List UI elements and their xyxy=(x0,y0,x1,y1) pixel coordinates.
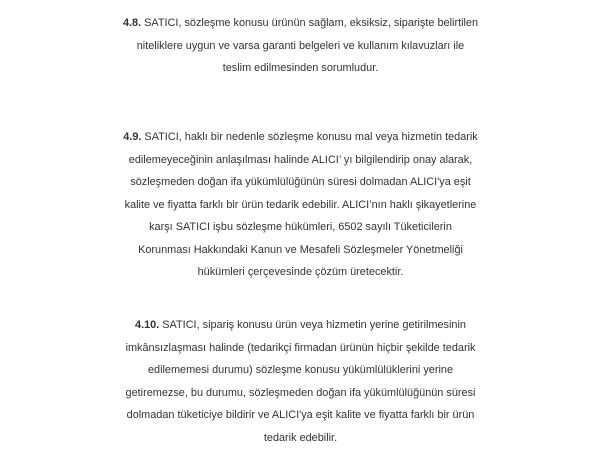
clause-line xyxy=(0,314,601,337)
clause-text: SATICI, haklı bir nedenle sözleşme konusu mal veya hizmetin tedarik xyxy=(141,131,478,143)
clause-text: SATICI, sözleşme konusu ürünün sağlam, eksiksiz, siparişte belirtilen xyxy=(141,17,479,29)
clause-4-10 xyxy=(0,314,601,449)
clause-line: teslim edilmesinden sorumludur. xyxy=(222,62,379,74)
clause-line: tedarik edebilir. xyxy=(263,431,338,444)
clause-line: kalite ve fiyatta farklı bir ürün tedarik edebilir. ALICI’nın haklı şikayetlerine xyxy=(124,198,477,211)
clause-line: dolmadan tüketiciye bildirir ve ALICI'ya eşit kalite ve fiyatta farklı bir ürün xyxy=(126,409,475,421)
clause-text: SATICI, sipariş konusu ürün veya hizmetin yerine getirilmesinin xyxy=(159,319,466,331)
clause-line: imkânsızlaşması halinde (tedarikçi firmadan ürünün hiçbir şekilde tedarik xyxy=(125,341,476,354)
clause-line: getiremezse, bu durumu, sözleşmeden doğan ifa yükümlülüğünün süresi xyxy=(125,386,476,399)
clause-number: 4.8. xyxy=(122,17,142,29)
clause-line: edilememesi durumu) sözleşme konusu yükümlülüklerini yerine xyxy=(147,364,454,376)
clause-line xyxy=(0,12,601,35)
clause-4-8 xyxy=(0,12,601,80)
clause-line: niteliklere uygun ve varsa garanti belgeleri ve kullanım kılavuzları ile xyxy=(136,39,465,52)
clause-line: sözleşmeden doğan ifa yükümlülüğünün süresi dolmadan ALICI'ya eşit xyxy=(130,176,471,188)
clause-line: edilemeyeceğinin anlaşılması halinde ALICI’ yı bilgilendirip onay alarak, xyxy=(128,153,473,166)
clause-line xyxy=(0,126,601,149)
clause-number: 4.9. xyxy=(123,131,142,143)
clause-line: hükümleri çerçevesinde çözüm üretecektir. xyxy=(197,266,404,278)
clause-line: Korunması Hakkındaki Kanun ve Mesafeli Sözleşmeler Yönetmeliği xyxy=(138,243,463,256)
clause-line: karşı SATICI işbu sözleşme hükümleri, 6502 sayılı Tüketicilerin xyxy=(149,221,452,233)
clause-number: 4.10. xyxy=(135,319,160,331)
clause-4-9 xyxy=(0,126,601,284)
